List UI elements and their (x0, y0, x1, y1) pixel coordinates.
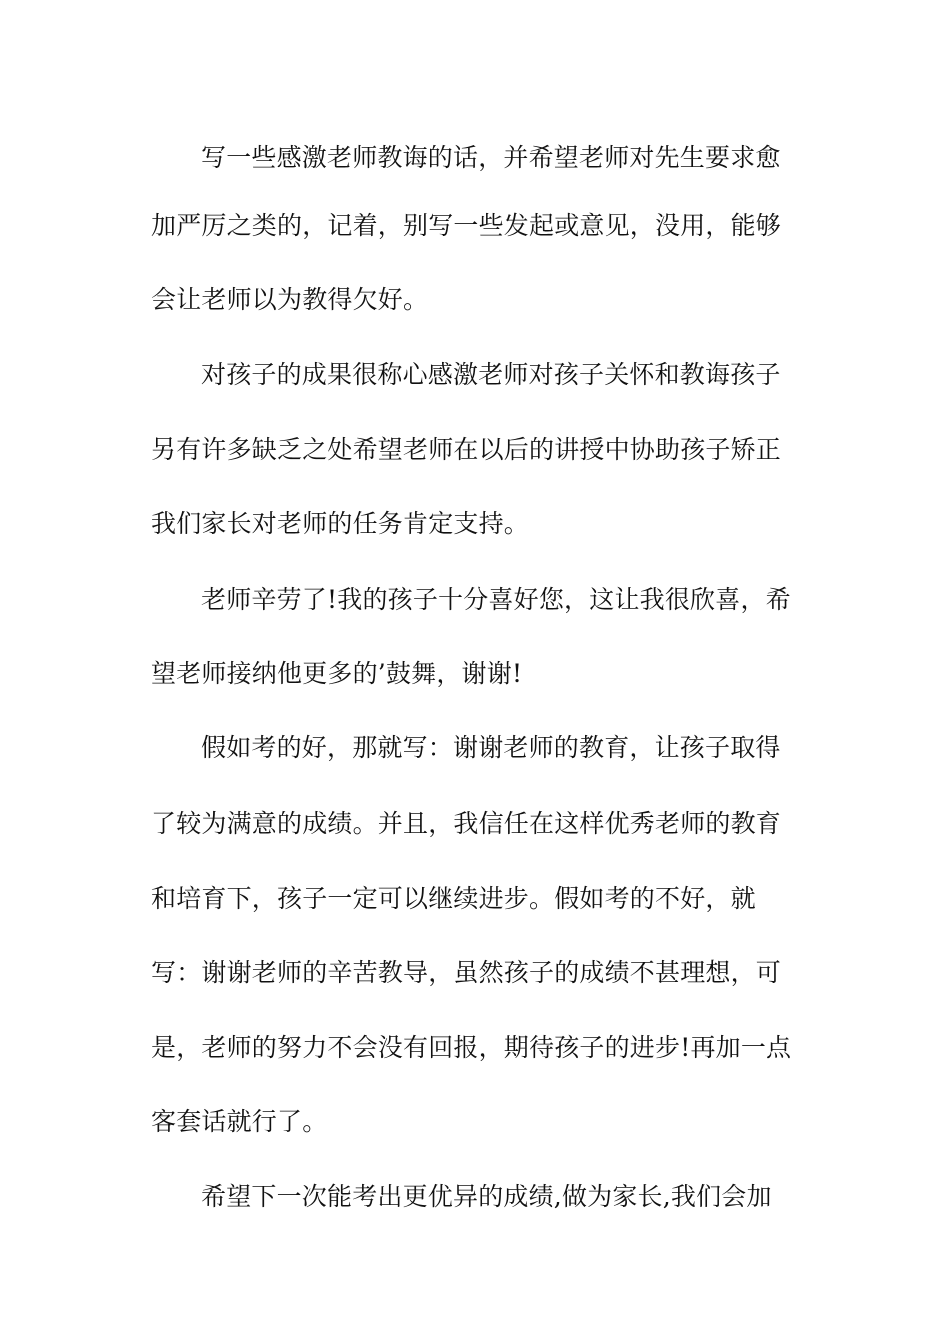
paragraph-4-line-6: 客套话就行了。 (151, 1107, 328, 1136)
paragraph-4-line-5: 是，老师的努力不会没有回报，期待孩子的进步!再加一点 (151, 1033, 792, 1062)
paragraph-3-line-2: 望老师接纳他更多的’鼓舞，谢谢! (151, 659, 523, 688)
paragraph-3-line-1: 老师辛劳了!我的孩子十分喜好您，这让我很欣喜，希 (201, 585, 791, 614)
paragraph-4-line-1: 假如考的好，那就写：谢谢老师的教育，让孩子取得 (201, 733, 781, 762)
paragraph-4-line-4: 写：谢谢老师的辛苦教导，虽然孩子的成绩不甚理想，可 (151, 958, 782, 987)
paragraph-4-line-2: 了较为满意的成绩。并且，我信任在这样优秀老师的教育 (151, 809, 782, 838)
paragraph-1-line-1: 写一些感激老师教诲的话，并希望老师对先生要求愈 (201, 143, 781, 172)
paragraph-1-line-3: 会让老师以为教得欠好。 (151, 285, 429, 314)
paragraph-5-line-1: 希望下一次能考出更优异的成绩,做为家长,我们会加 (201, 1182, 772, 1211)
paragraph-1-line-2: 加严厉之类的，记着，别写一些发起或意见，没用，能够 (151, 211, 782, 240)
paragraph-2-line-3: 我们家长对老师的任务肯定支持。 (151, 509, 530, 538)
paragraph-4-line-3: 和培育下，孩子一定可以继续进步。假如考的不好，就 (151, 884, 756, 913)
paragraph-2-line-2: 另有许多缺乏之处希望老师在以后的讲授中协助孩子矫正 (151, 435, 782, 464)
paragraph-2-line-1: 对孩子的成果很称心感激老师对孩子关怀和教诲孩子 (201, 360, 781, 389)
